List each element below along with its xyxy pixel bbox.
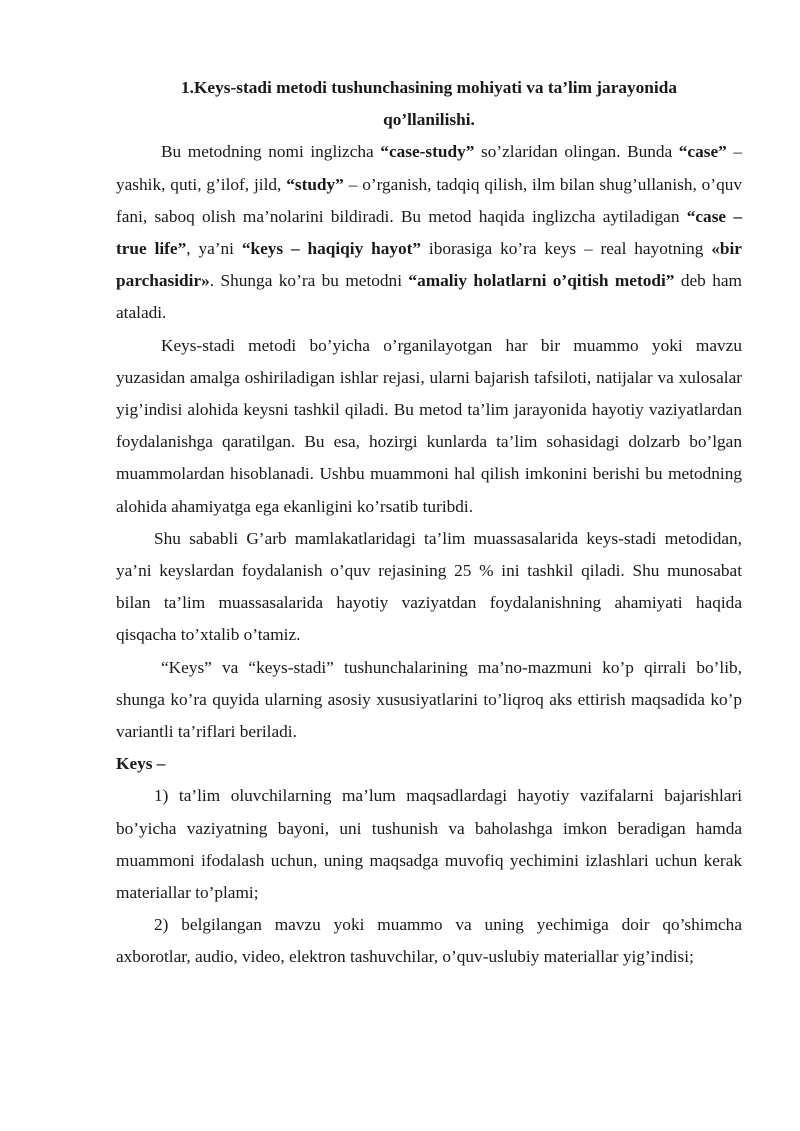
list-item-1: 1) ta’lim oluvchilarning ma’lum maqsadlardagi hayotiy vazifalarni bajarishlari bo’yicha vaziyatning bayoni, uni tushunish va baholashga imkon beradigan hamda muammoni ifodalash uchun, uning maqsadga muvofiq yechimini izlashlari uchun kerak materiallar to’plami; bbox=[116, 786, 742, 903]
text-run: – o’rganish, tadqiq qilish, ilm bilan shug’ullanish, o’quv fani, saboq olish ma’nolarini bildiradi. Bu metod haqida inglizcha aytiladigan bbox=[116, 174, 742, 226]
paragraph-case-study-origin bbox=[116, 136, 742, 329]
text-run: deb ham ataladi. bbox=[116, 271, 742, 323]
keys-heading bbox=[116, 748, 742, 780]
text-run: iborasiga ko’ra keys – real hayotning bbox=[421, 239, 712, 259]
paragraph-method-description: Keys-stadi metodi bo’yicha o’rganilayotgan har bir muammo yoki mavzu yuzasidan amalga oshiriladigan ishlar rejasi, ularni bajarish tafsiloti, natijalar va xulosalar yig’indisi alohida keysni tashkil qiladi. Bu metod ta’lim jarayonida hayotiy vaziyatlardan foydalanishga qaratilgan. Bu esa, hozirgi kunlarda ta’lim sohasidagi dolzarb bo’lgan muammolardan hisoblanadi. Ushbu muammoni hal qilish imkonini berishi bu metodning alohida ahamiyatga ega ekanligini ko’rsatib turibdi. bbox=[116, 335, 742, 516]
bold-term: «bir parchasidir» bbox=[116, 239, 742, 291]
text-run: Bu metodning nomi inglizcha bbox=[161, 142, 381, 162]
bold-term: “keys – haqiqiy hayot” bbox=[241, 239, 422, 259]
bold-term: “study” bbox=[286, 174, 344, 194]
text-run: , ya’ni bbox=[186, 239, 242, 259]
bold-term: “case – true life” bbox=[116, 206, 742, 259]
text-run: . Shunga ko’ra bu metodni bbox=[209, 271, 409, 291]
document-page bbox=[116, 72, 742, 974]
section-title: 1.Keys-stadi metodi tushunchasining mohiyati va ta’lim jarayonida qo’llanilishi. bbox=[181, 78, 677, 130]
text-run: – yashik, quti, g’ilof, jild, bbox=[116, 142, 743, 194]
bold-term: “case-study” bbox=[380, 142, 475, 162]
paragraph-western-usage: Shu sababli G’arb mamlakatlaridagi ta’lim muassasalarida keys-stadi metodidan, ya’ni keyslardan foydalanish o’quv rejasining 25 % ini tashkil qiladi. Shu munosabat bilan ta’lim muassasalarida hayotiy vaziyatdan foydalanishning ahamiyati haqida qisqacha to’xtalib o’tamiz. bbox=[116, 528, 742, 645]
keys-heading-text: Keys – bbox=[116, 754, 166, 774]
bold-term: “amaliy holatlarni o’qitish metodi” bbox=[408, 271, 675, 291]
bold-term: “case” bbox=[678, 142, 727, 162]
text-run: so’zlaridan olingan. Bunda bbox=[474, 142, 679, 162]
list-item-2: 2) belgilangan mavzu yoki muammo va uning yechimiga doir qo’shimcha axborotlar, audio, video, elektron tashuvchilar, o’quv-uslubiy materiallar yig’indisi; bbox=[116, 915, 742, 967]
paragraph-definitions-intro: “Keys” va “keys-stadi” tushunchalarining ma’no-mazmuni ko’p qirrali bo’lib, shunga ko’ra quyida ularning asosiy xususiyatlarini to’liqroq aks ettirish maqsadida ko’p variantli ta’riflari beriladi. bbox=[116, 657, 742, 742]
